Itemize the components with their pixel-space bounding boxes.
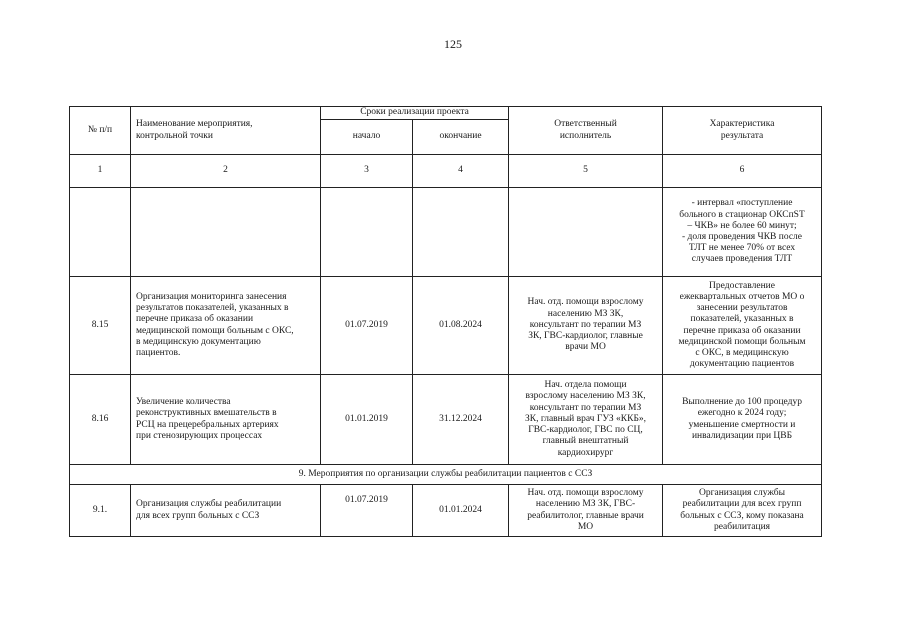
row-number: 9.1. bbox=[70, 485, 131, 537]
column-number: 3 bbox=[321, 155, 413, 188]
header-terms-group: Сроки реализации проекта bbox=[321, 107, 509, 120]
table-row-continuation bbox=[70, 188, 822, 277]
header-start: начало bbox=[321, 120, 413, 155]
empty-cell bbox=[509, 188, 663, 277]
measure-name: Организация службы реабилитации для всех групп больных с ССЗ bbox=[131, 485, 321, 537]
end-date: 01.01.2024 bbox=[413, 485, 509, 537]
result-cell: Организация службы реабилитации для всех групп больных с ССЗ, кому показана реабилитация bbox=[663, 485, 822, 537]
result-cell: Выполнение до 100 процедур ежегодно к 2024 году; уменьшение смертности и инвалидизации при ЦВБ bbox=[663, 375, 822, 465]
end-date: 31.12.2024 bbox=[413, 375, 509, 465]
empty-cell bbox=[131, 188, 321, 277]
measure-name: Увеличение количества реконструктивных вмешательств в РСЦ на прецеребральных артериях при стенозирующих процессах bbox=[131, 375, 321, 465]
page-number: 125 bbox=[444, 37, 462, 51]
section-heading-row bbox=[70, 465, 822, 485]
responsible-cell: Нач. отд. помощи взрослому населению МЗ ЗК, консультант по терапии МЗ ЗК, ГВС-кардиолог, главные врачи МО bbox=[509, 277, 663, 375]
table-row bbox=[70, 485, 822, 537]
result-cell: - интервал «поступление больного в стационар ОКСпST – ЧКВ» не более 60 минут; - доля проведения ЧКВ после ТЛТ не менее 70% от всех случаев проведения ТЛТ bbox=[663, 188, 822, 277]
section-title: 9. Мероприятия по организации службы реабилитации пациентов с ССЗ bbox=[70, 465, 822, 485]
responsible-cell: Нач. отд. помощи взрослому населению МЗ ЗК, ГВС- реабилитолог, главные врачи МО bbox=[509, 485, 663, 537]
row-number: 8.15 bbox=[70, 277, 131, 375]
table-row bbox=[70, 277, 822, 375]
table-row bbox=[70, 375, 822, 465]
column-number: 5 bbox=[509, 155, 663, 188]
header-responsible: Ответственный исполнитель bbox=[509, 107, 663, 155]
header-name: Наименование мероприятия, контрольной точки bbox=[131, 107, 321, 155]
responsible-cell: Нач. отдела помощи взрослому населению МЗ ЗК, консультант по терапии МЗ ЗК, главный врач ГУЗ «ККБ», ГВС-кардиолог, ГВС по СЦ, главный внештатный кардиохирург bbox=[509, 375, 663, 465]
column-number: 2 bbox=[131, 155, 321, 188]
start-date: 01.01.2019 bbox=[321, 375, 413, 465]
column-numbers-row bbox=[70, 155, 822, 188]
empty-cell bbox=[321, 188, 413, 277]
column-number: 1 bbox=[70, 155, 131, 188]
header-result: Характеристика результата bbox=[663, 107, 822, 155]
column-number: 6 bbox=[663, 155, 822, 188]
row-number: 8.16 bbox=[70, 375, 131, 465]
empty-cell bbox=[413, 188, 509, 277]
column-number: 4 bbox=[413, 155, 509, 188]
start-date: 01.07.2019 bbox=[321, 277, 413, 375]
measure-name: Организация мониторинга занесения результатов показателей, указанных в перечне приказа об оказании медицинской помощи больным с ОКС, в медицинскую документацию пациентов. bbox=[131, 277, 321, 375]
header-number: № п/п bbox=[70, 107, 131, 155]
start-date: 01.07.2019 bbox=[321, 485, 413, 537]
end-date: 01.08.2024 bbox=[413, 277, 509, 375]
empty-cell bbox=[70, 188, 131, 277]
measures-table bbox=[69, 106, 822, 537]
header-end: окончание bbox=[413, 120, 509, 155]
result-cell: Предоставление ежеквартальных отчетов МО о занесении результатов показателей, указанных в перечне приказа об оказании медицинской помощи больным с ОКС, в медицинскую документацию пациентов bbox=[663, 277, 822, 375]
header-row-top bbox=[70, 107, 822, 120]
